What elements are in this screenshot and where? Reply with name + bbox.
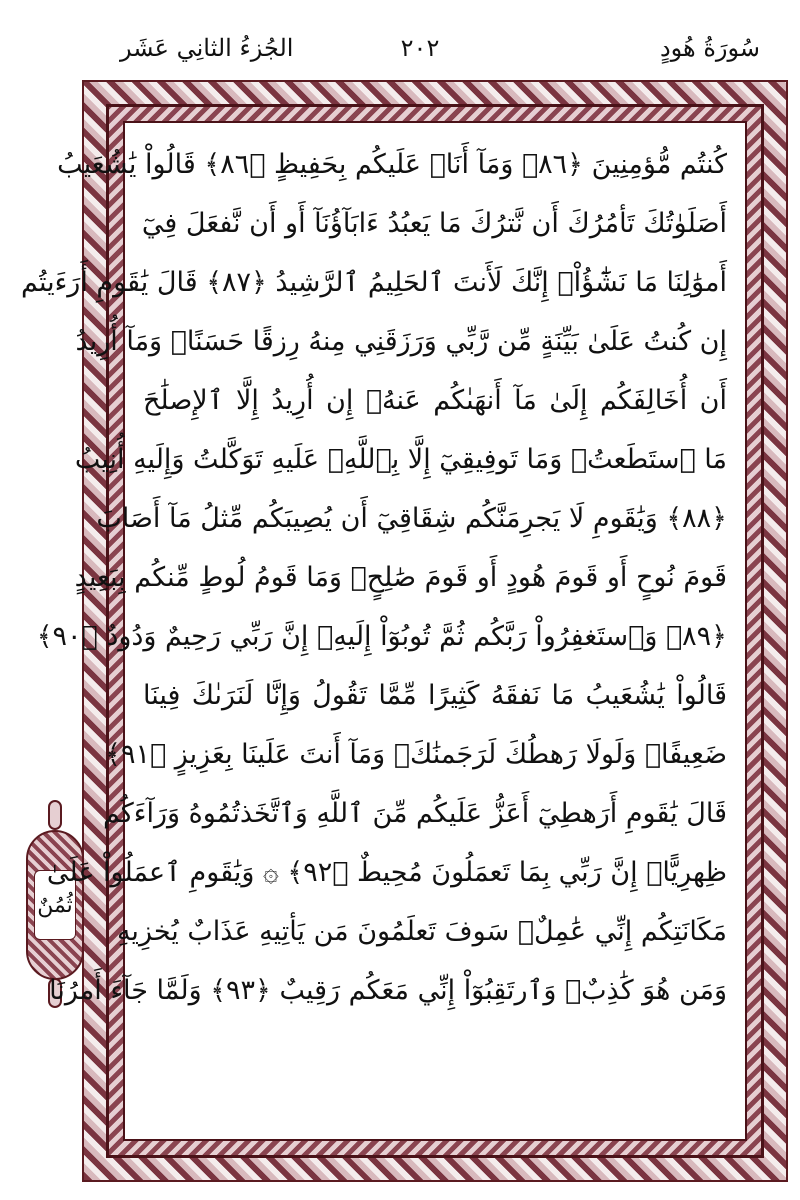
text-line-8: قَومَ نُوحٍ أَو قَومَ هُودٍ أَو قَومَ صَٰلِحٍۚ وَمَا قَومُ لُوطٍ مِّنكُم بِبَعِيدٍ [74, 562, 727, 593]
juz-title: الجُزءُ الثانِي عَشَر [120, 34, 294, 62]
text-line-14: مَكَانَتِكُم إِنِّي عَٰمِلٌۖ سَوفَ تَعلَمُونَ مَن يَأتِيهِ عَذَابٌ يُخزِيهِ [116, 916, 727, 947]
text-line-5: أَن أُخَالِفَكُم إِلَىٰ مَآ أَنهَىٰكُم عَنهُۚ إِن أُرِيدُ إِلَّا ٱلإِصلَٰحَ [143, 385, 727, 416]
text-line-13: ظِهرِيًّاۖ إِنَّ رَبِّي بِمَا تَعمَلُونَ مُحِيطٌ ﴿٩٢﴾ ۞ وَيَٰقَومِ ٱعمَلُواْ عَلَىٰ [46, 857, 727, 888]
thumun-label: ثُمُنٌ [34, 870, 76, 940]
text-line-15: وَمَن هُوَ كَٰذِبٌۖ وَٱرتَقِبُوٓاْ إِنِّي مَعَكُم رَقِيبٌ ﴿٩٣﴾ وَلَمَّا جَآءَ أَمرُنَا [49, 975, 727, 1006]
text-line-9: ﴿٨٩﴾ وَٱستَغفِرُواْ رَبَّكُم ثُمَّ تُوبُوٓاْ إِلَيهِۚ إِنَّ رَبِّي رَحِيمٌ وَدُودٌ ﴿٩٠﴾ [36, 621, 727, 652]
text-line-11: ضَعِيفًاۖ وَلَولَا رَهطُكَ لَرَجَمنَٰكَۖ وَمَآ أَنتَ عَلَينَا بِعَزِيزٍ ﴿٩١﴾ [105, 739, 727, 770]
text-line-2: أَصَلَوٰتُكَ تَأمُرُكَ أَن نَّترُكَ مَا يَعبُدُ ءَابَآؤُنَآ أَو أَن نَّفعَلَ فِيٓ [141, 208, 727, 239]
text-line-1: كُنتُم مُّؤمِنِينَ ﴿٨٦﴾ وَمَآ أَنَا۠ عَلَيكُم بِحَفِيظٍ ﴿٨٦﴾ قَالُواْ يَٰشُعَيبُ [57, 149, 727, 180]
surah-title: سُورَةُ هُودٍ [659, 34, 760, 62]
text-line-6: مَا ٱستَطَعتُۚ وَمَا تَوفِيقِيٓ إِلَّا بِٱللَّهِۚ عَلَيهِ تَوَكَّلتُ وَإِلَيهِ أُنِيبُ [74, 444, 727, 475]
text-line-12: قَالَ يَٰقَومِ أَرَهطِيٓ أَعَزُّ عَلَيكُم مِّنَ ٱللَّهِ وَٱتَّخَذتُمُوهُ وَرَآءَكُم [102, 798, 727, 829]
page-number: ٢٠٢ [400, 34, 440, 62]
text-line-7: ﴿٨٨﴾ وَيَٰقَومِ لَا يَجرِمَنَّكُم شِقَاقِيٓ أَن يُصِيبَكُم مِّثلُ مَآ أَصَابَ [96, 503, 727, 534]
text-line-10: قَالُواْ يَٰشُعَيبُ مَا نَفقَهُ كَثِيرًا مِّمَّا تَقُولُ وَإِنَّا لَنَرَىٰكَ فِينَا [143, 680, 727, 711]
page-header [0, 22, 800, 72]
text-line-3: أَموَٰلِنَا مَا نَشَٰٓؤُاْۖ إِنَّكَ لَأَنتَ ٱلحَلِيمُ ٱلرَّشِيدُ ﴿٨٧﴾ قَالَ يَٰقَومِ أَرَءَيتُم [20, 267, 727, 298]
medallion-top-ornament [48, 800, 62, 830]
text-line-4: إِن كُنتُ عَلَىٰ بَيِّنَةٍ مِّن رَّبِّي وَرَزَقَنِي مِنهُ رِزقًا حَسَنًاۚ وَمَآ أُرِيدُ [75, 326, 727, 357]
